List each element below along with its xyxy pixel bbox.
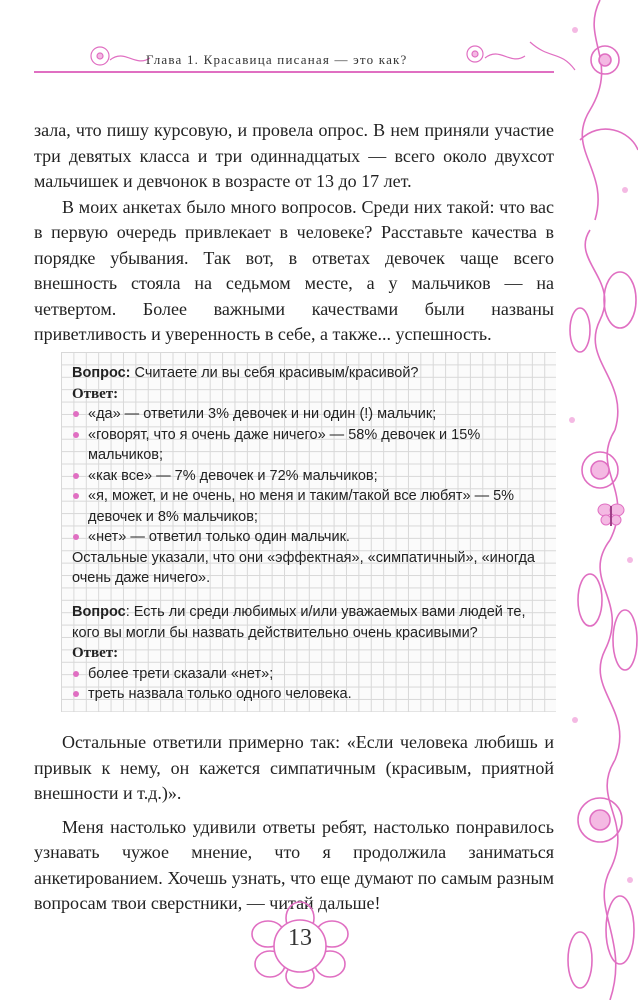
outro-text bbox=[34, 730, 554, 917]
page-number: 13 bbox=[288, 925, 312, 951]
bullet-icon bbox=[73, 691, 79, 697]
question-label: Вопрос: bbox=[72, 365, 131, 381]
bullet-icon bbox=[73, 432, 79, 438]
answer-label: Ответ: bbox=[72, 645, 119, 661]
bullet-icon bbox=[73, 493, 79, 499]
butterfly-icon bbox=[596, 500, 626, 530]
paragraph: Остальные ответили примерно так: «Если человека любишь и привык к нему, он кажется симпатичным (красивым, приятной внешности и т.д.)». bbox=[34, 732, 554, 803]
list-item: более трети сказали «нет»; bbox=[72, 664, 547, 685]
bullet-icon bbox=[73, 671, 79, 677]
list-item: «да» — ответили 3% девочек и ни один (!) мальчик; bbox=[72, 404, 547, 425]
question-text: : Есть ли среди любимых и/или уважаемых вами людей те, кого вы могли бы назвать действительно очень красивыми? bbox=[72, 604, 526, 641]
bullet-icon bbox=[73, 534, 79, 540]
list-item: «я, может, и не очень, но меня и таким/такой все любят» — 5% девочек и 8% мальчиков; bbox=[72, 486, 547, 527]
paragraph: зала, что пишу курсовую, и провела опрос. В нем приняли участие три девятых класса и три одиннадцатых — всего около двухсот мальчишек и девчонок в возрасте от 13 до 17 лет. bbox=[34, 120, 554, 191]
chapter-title: Глава 1. Красавица писаная — это как? bbox=[146, 52, 408, 67]
survey-question-2 bbox=[72, 602, 547, 705]
list-item: «нет» — ответил только один мальчик. bbox=[72, 527, 547, 548]
header-divider bbox=[34, 71, 554, 73]
intro-text bbox=[34, 118, 554, 373]
paragraph: Меня настолько удивили ответы ребят, настолько понравилось узнавать чужое мнение, что я продолжила заниматься анкетированием. Хочешь узнать, что еще думают по самым разным вопросам твои сверстники, — читай дальше! bbox=[34, 816, 554, 913]
survey-question-1 bbox=[72, 363, 547, 589]
list-item: треть назвала только одного человека. bbox=[72, 684, 547, 705]
question-text: Считаете ли вы себя красивым/красивой? bbox=[134, 365, 419, 381]
list-item: «как все» — 7% девочек и 72% мальчиков; bbox=[72, 466, 547, 487]
question-label: Вопрос bbox=[72, 604, 126, 620]
list-item: «говорят, что я очень даже ничего» — 58% девочек и 15% мальчиков; bbox=[72, 425, 547, 466]
answer-label: Ответ: bbox=[72, 385, 119, 402]
bullet-icon bbox=[73, 473, 79, 479]
answer-note: Остальные указали, что они «эффектная», «симпатичный», «иногда очень даже ничего». bbox=[72, 549, 535, 586]
bullet-icon bbox=[73, 411, 79, 417]
paragraph: В моих анкетах было много вопросов. Среди них такой: что вас в первую очередь привлекает в человеке? Расставьте качества в порядке убывания. Так вот, в ответах девочек чаще всего внешность стояла на седьмом месте, а у мальчиков — на четвертом. Более важными качествами были названы приветливость и уверенность в себе, а также... успешность. bbox=[34, 196, 554, 344]
